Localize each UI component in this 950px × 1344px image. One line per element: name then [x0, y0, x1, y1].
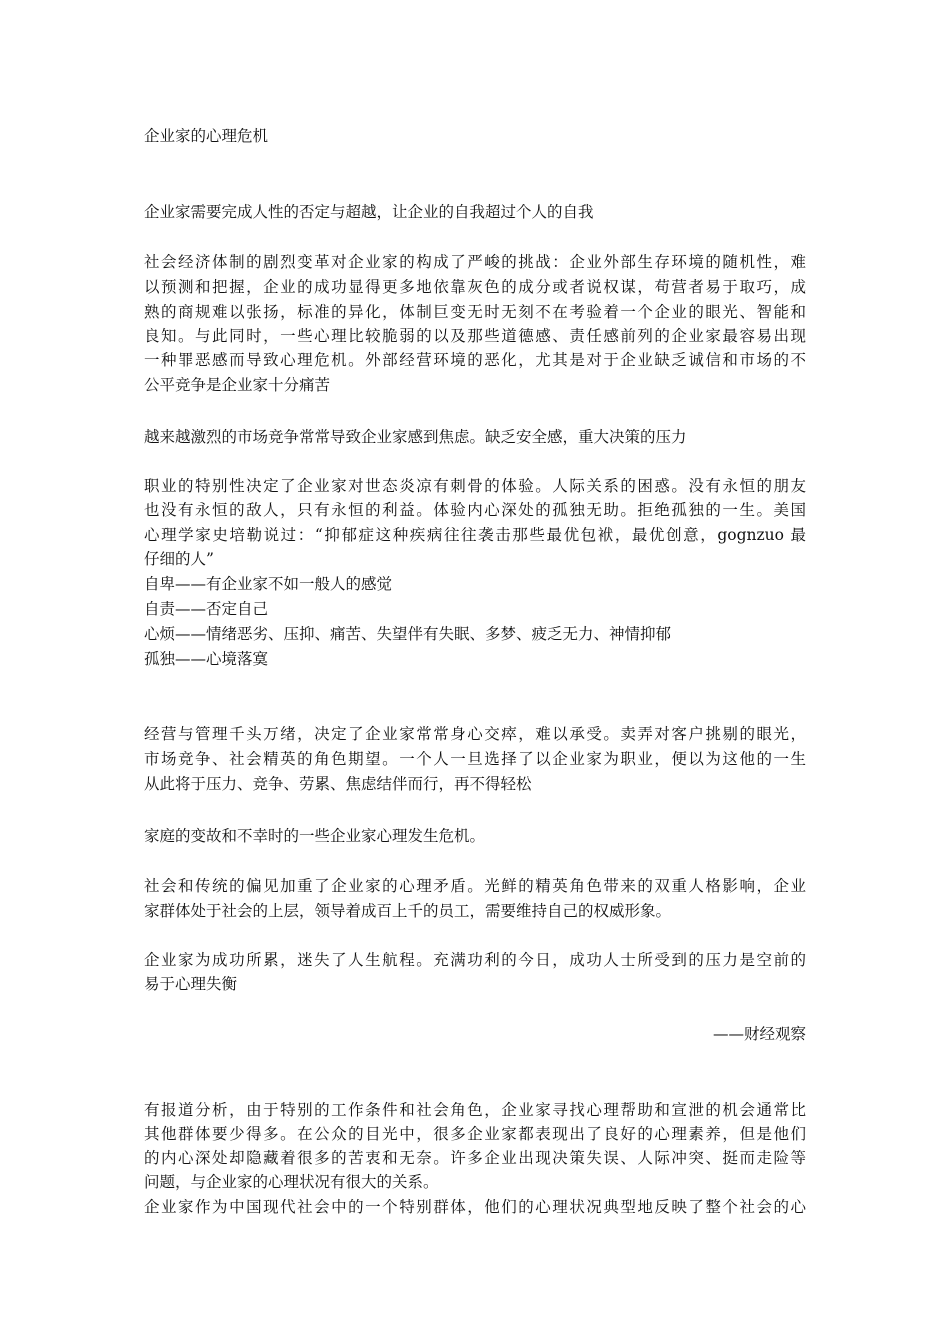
list-item: 自责——否定自己 [144, 600, 269, 618]
document-subtitle: 企业家需要完成人性的否定与超越，让企业的自我超过个人的自我 [144, 203, 594, 221]
paragraph-line: 公平竞争是企业家十分痛苦 [144, 376, 331, 394]
paragraph-line: 家群体处于社会的上层，领导着成百上千的员工，需要维持自己的权威形象。 [144, 902, 672, 920]
paragraph-line: 从此将于压力、竞争、劳累、焦虑结伴而行，再不得轻松 [144, 775, 532, 793]
paragraph-line: 一种罪恶感而导致心理危机。外部经营环境的恶化，尤其是对于企业缺乏诚信和市场的不 [144, 351, 806, 369]
paragraph-line: 易于心理失衡 [144, 975, 238, 993]
source-attribution: ——财经观察 [712, 1025, 806, 1043]
paragraph-line: 社会经济体制的剧烈变革对企业家的构成了严峻的挑战：企业外部生存环境的随机性，难 [144, 253, 806, 271]
list-item: 自卑——有企业家不如一般人的感觉 [144, 575, 393, 593]
paragraph-line: 心理学家史培勒说过：“抑郁症这种疾病往往袭击那些最优包袱，最优创意，gognzuo 最 [144, 526, 806, 544]
paragraph-line: 市场竞争、社会精英的角色期望。一个人一旦选择了以企业家为职业，便以为这他的一生 [144, 750, 806, 768]
paragraph-line: 有报道分析，由于特别的工作条件和社会角色，企业家寻找心理帮助和宣泄的机会通常比 [144, 1101, 806, 1119]
document-title: 企业家的心理危机 [144, 127, 269, 145]
paragraph-line: 也没有永恒的敌人，只有永恒的利益。体验内心深处的孤独无助。拒绝孤独的一生。美国 [144, 501, 806, 519]
paragraph-line: 职业的特别性决定了企业家对世态炎凉有刺骨的体验。人际关系的困惑。没有永恒的朋友 [144, 477, 806, 495]
paragraph-line: 经营与管理千头万绪，决定了企业家常常身心交瘁，难以承受。卖弄对客户挑剔的眼光， [144, 725, 806, 743]
list-item: 孤独——心境落寞 [144, 650, 269, 668]
paragraph-line: 家庭的变故和不幸时的一些企业家心理发生危机。 [144, 827, 486, 845]
paragraph-line: 其他群体要少得多。在公众的目光中，很多企业家都表现出了良好的心理素养，但是他们 [144, 1125, 806, 1143]
paragraph-line: 仔细的人” [144, 550, 214, 568]
paragraph-line: 熟的商规难以张扬，标准的异化，体制巨变无时无刻不在考验着一个企业的眼光、智能和 [144, 303, 806, 321]
paragraph-line: 以预测和把握，企业的成功显得更多地依靠灰色的成分或者说权谋，苟营者易于取巧，成 [144, 278, 806, 296]
paragraph-line: 良知。与此同时，一些心理比较脆弱的以及那些道德感、责任感前列的企业家最容易出现 [144, 327, 806, 345]
list-item: 心烦——情绪恶劣、压抑、痛苦、失望伴有失眠、多梦、疲乏无力、神情抑郁 [144, 625, 672, 643]
paragraph-line: 企业家为成功所累，迷失了人生航程。充满功利的今日，成功人士所受到的压力是空前的 [144, 951, 806, 969]
paragraph-line: 企业家作为中国现代社会中的一个特别群体，他们的心理状况典型地反映了整个社会的心 [144, 1198, 806, 1216]
paragraph-line: 社会和传统的偏见加重了企业家的心理矛盾。光鲜的精英角色带来的双重人格影响，企业 [144, 877, 806, 895]
paragraph-line: 问题，与企业家的心理状况有很大的关系。 [144, 1173, 439, 1191]
paragraph-line: 的内心深处却隐藏着很多的苦衷和无奈。许多企业出现决策失误、人际冲突、挺而走险等 [144, 1149, 806, 1167]
paragraph-line: 越来越激烈的市场竞争常常导致企业家感到焦虑。缺乏安全感，重大决策的压力 [144, 428, 687, 446]
